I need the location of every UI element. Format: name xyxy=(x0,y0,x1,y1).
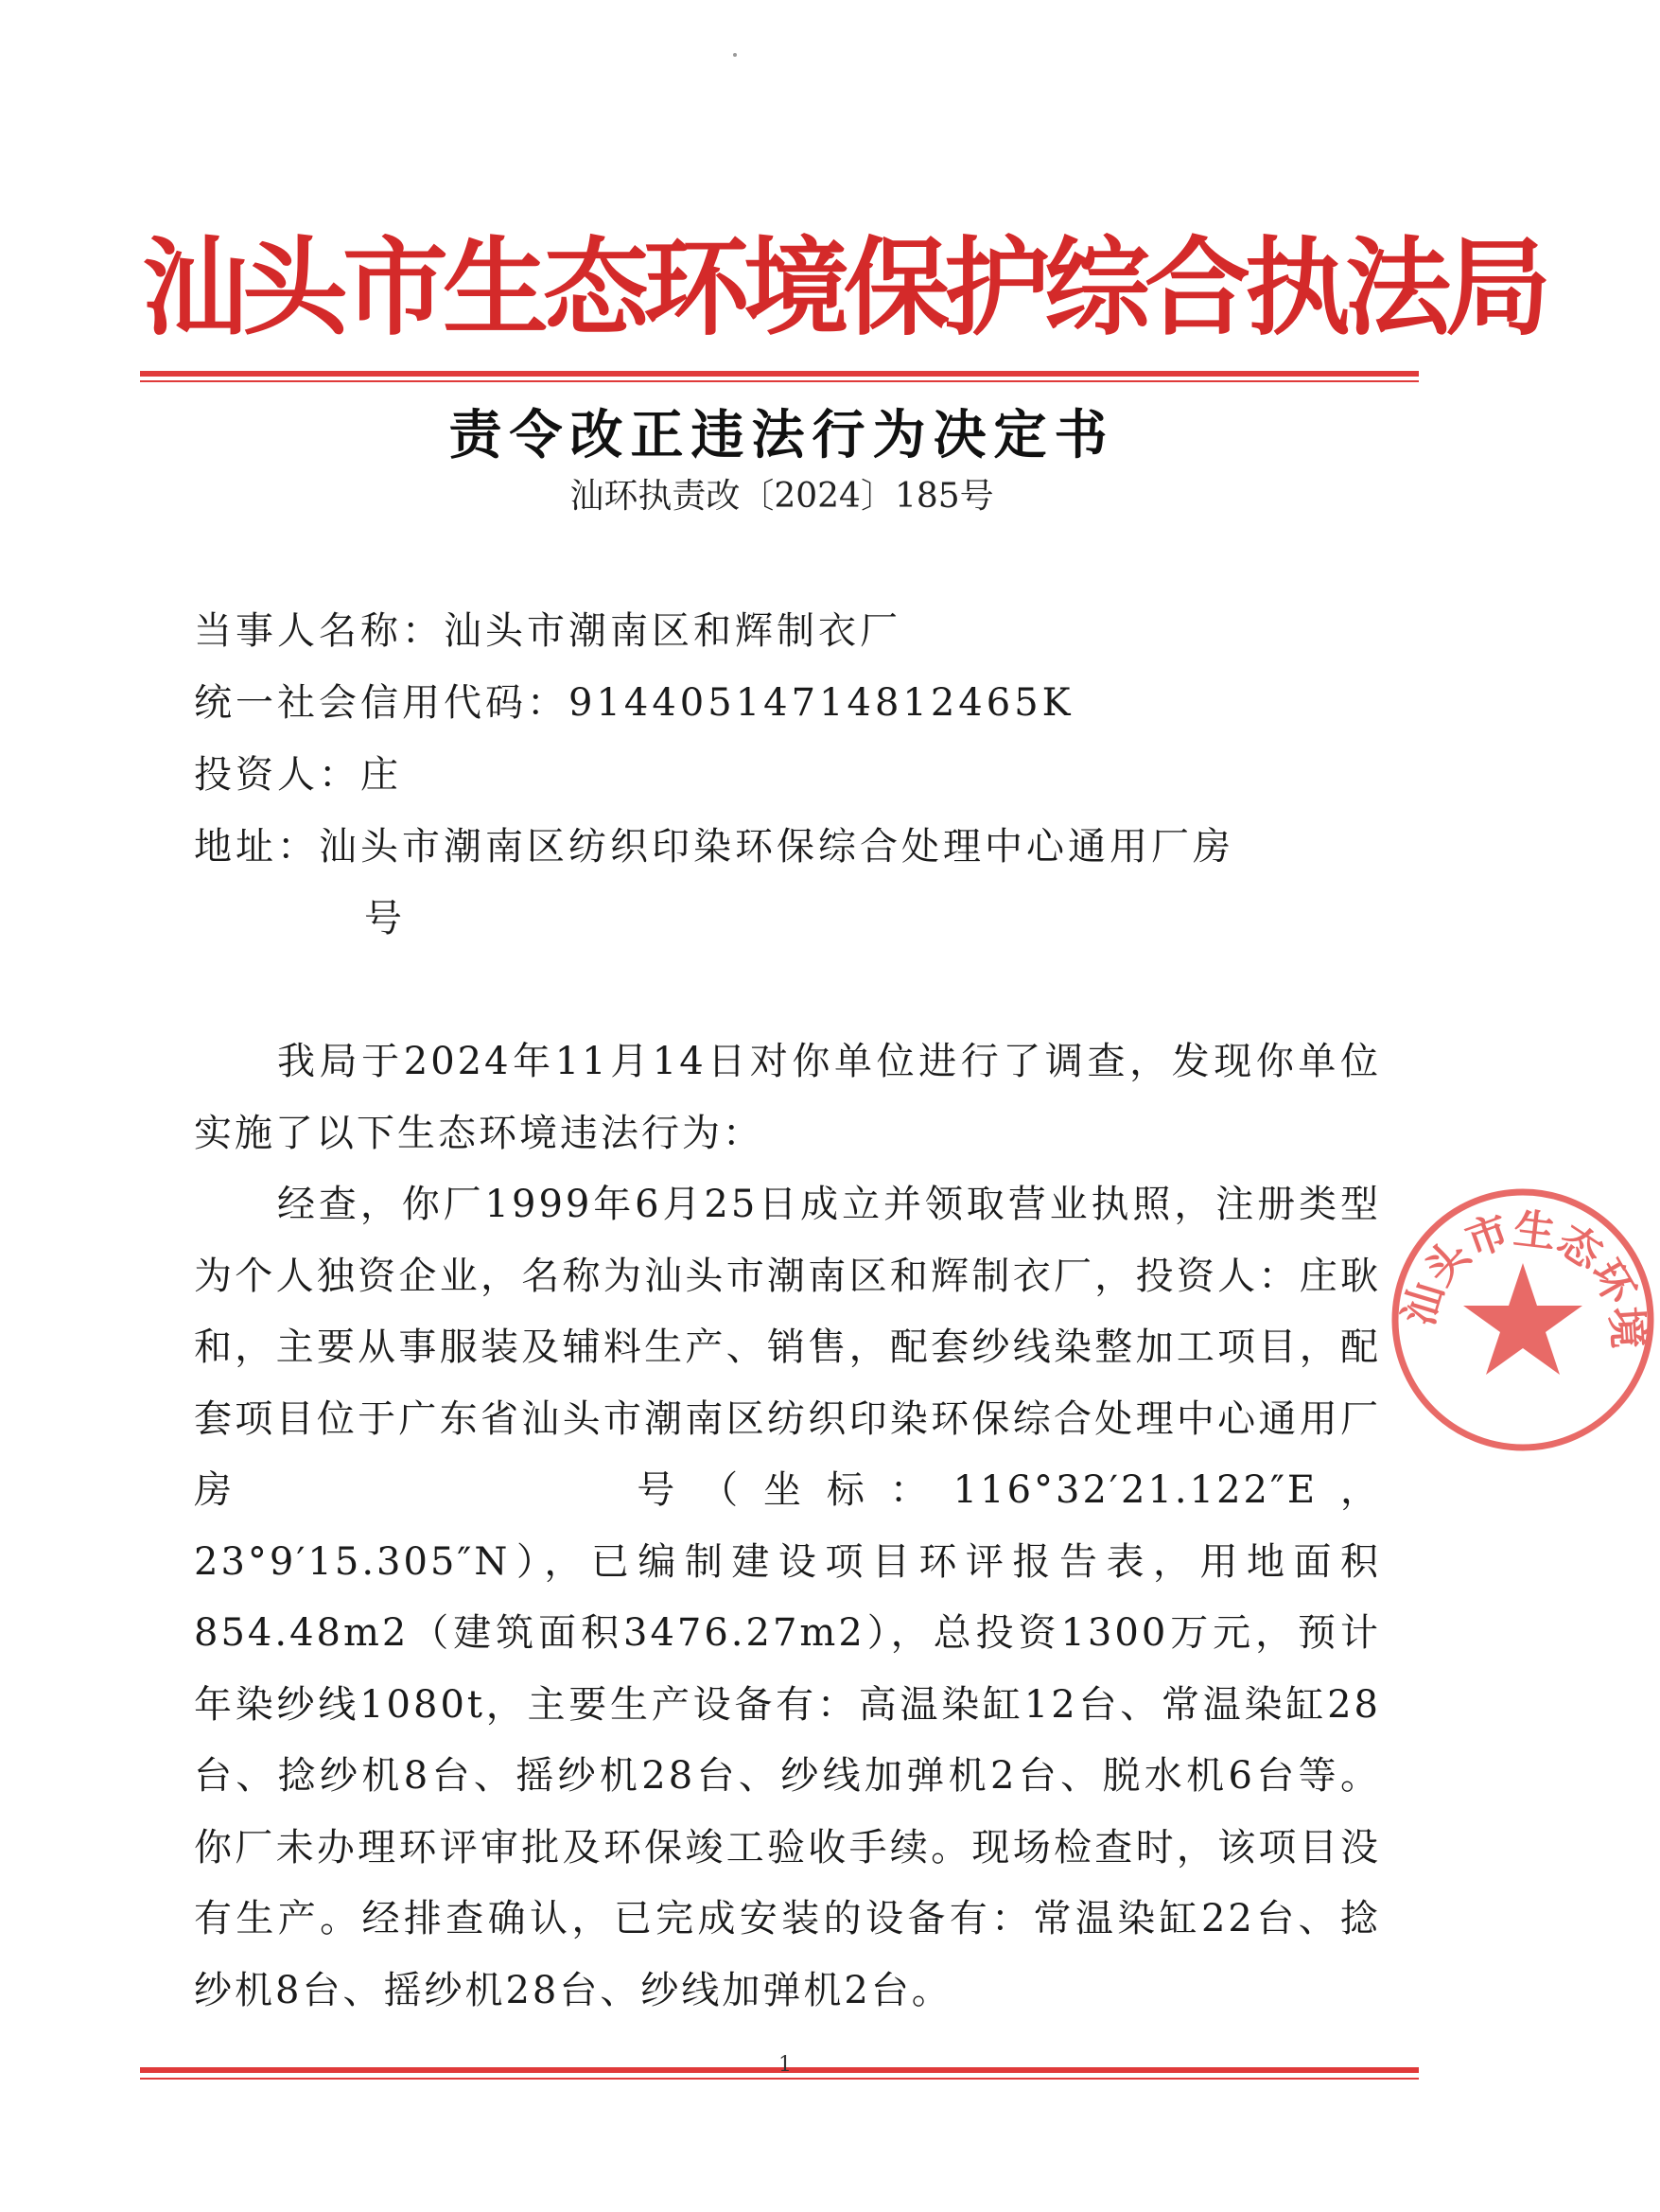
investor-value: 庄 xyxy=(360,753,402,797)
address-row-continued xyxy=(364,893,406,944)
letterhead-rule-thick xyxy=(140,371,1419,377)
seal-text: 汕头市生态环境 xyxy=(1394,1204,1652,1350)
official-seal xyxy=(1376,1173,1660,1457)
investor-row xyxy=(194,749,402,800)
document-number: 汕环执责改〔2024〕185号 xyxy=(569,477,994,516)
address-value-line1: 汕头市潮南区纺织印染环保综合处理中心通用厂房 xyxy=(319,825,1234,869)
investor-label: 投资人： xyxy=(194,753,360,797)
credit-code-value: 91440514714812465K xyxy=(568,681,1075,725)
letterhead-organization: 汕头市生态环境保护综合执法局 xyxy=(142,227,1546,350)
document-title: 责令改正违法行为决定书 xyxy=(448,404,1115,466)
page-number: 1 xyxy=(778,2053,792,2077)
seal-star-icon xyxy=(1463,1263,1582,1375)
address-label: 地址： xyxy=(194,825,319,869)
letterhead-rule-thin xyxy=(140,380,1419,382)
body-paragraph-2: 经查，你厂1999年6月25日成立并领取营业执照，注册类型为个人独资企业，名称为汕头市潮南区和辉制衣厂，投资人：庄耿和，主要从事服装及辅料生产、销售，配套纱线染整加工项目，配套项目位于广东省汕头市潮南区纺织印染环保综合处理中心通用厂房 号（坐标：116°32′21.122″E，23°9′15.305″N），已编制建设项目环评报告表，用地面积854.48m2（建筑面积3476.27m2），总投资1300万元，预计年染纱线1080t，主要生产设备有：高温染缸12台、常温染缸28台、捻纱机8台、摇纱机28台、纱线加弹机2台、脱水机6台等。你厂未办理环评审批及环保竣工验收手续。现场检查时，该项目没有生产。经排查确认，已完成安装的设备有：常温染缸22台、捻纱机8台、摇纱机28台、纱线加弹机2台。 xyxy=(194,1183,1381,2012)
credit-code-label: 统一社会信用代码： xyxy=(194,681,568,725)
address-value-line2: 号 xyxy=(364,897,406,940)
address-row xyxy=(194,821,1234,872)
party-name-value: 汕头市潮南区和辉制衣厂 xyxy=(444,609,901,653)
body-paragraph-1: 我局于2024年11月14日对你单位进行了调查，发现你单位实施了以下生态环境违法行为： xyxy=(194,1040,1381,1155)
scan-speck xyxy=(733,53,737,57)
credit-code-row xyxy=(194,677,1075,729)
party-name-label: 当事人名称： xyxy=(194,609,444,653)
party-name-row xyxy=(194,606,901,657)
